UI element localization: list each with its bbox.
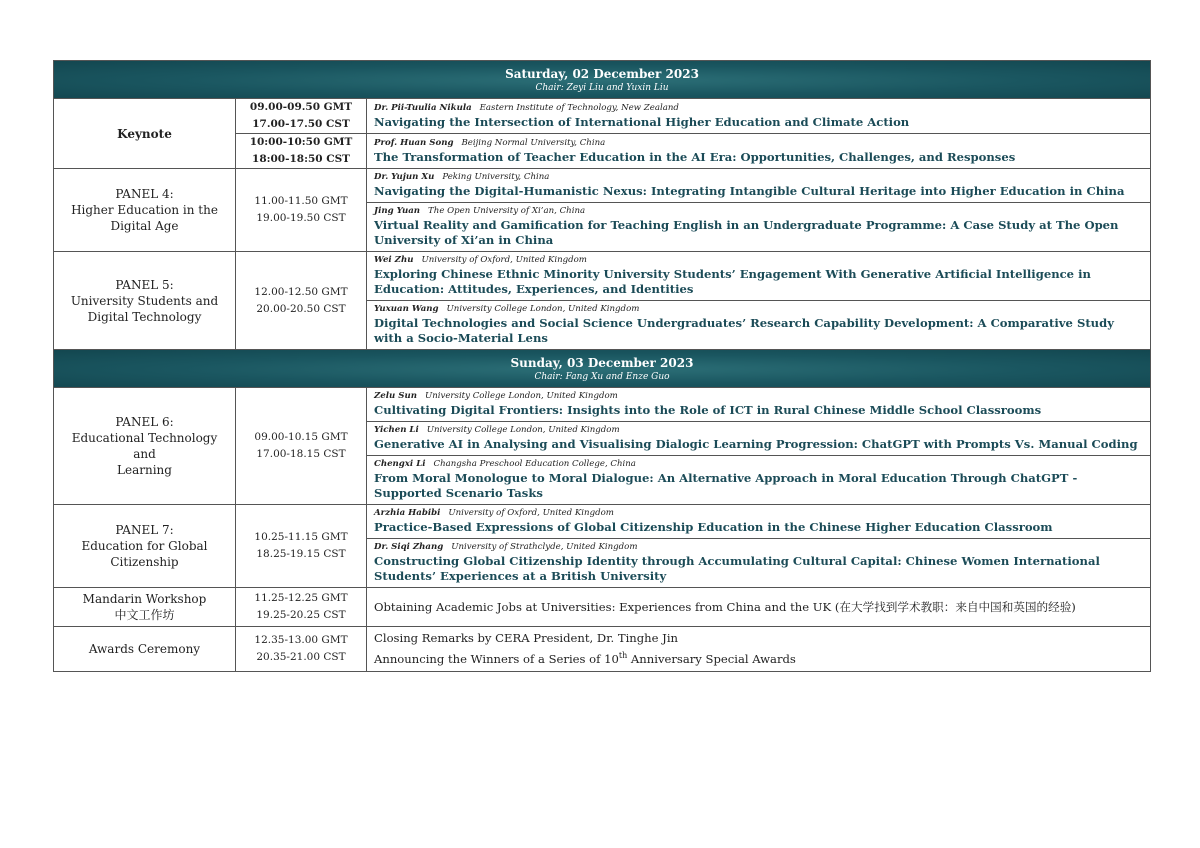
table-row — [54, 388, 1151, 422]
session-name: 中文工作坊 — [114, 608, 175, 622]
speaker-name: Chengxi Li — [374, 459, 426, 469]
table-row — [54, 169, 1151, 203]
talk-cell — [367, 134, 1151, 169]
time-gmt: 10.25-11.15 GMT — [254, 531, 348, 543]
time-gmt: 09.00-09.50 GMT — [249, 101, 353, 113]
talk-cell — [367, 301, 1151, 350]
session-name: Digital Technology — [87, 309, 202, 324]
session-name: University Students and — [70, 293, 219, 308]
table-row — [54, 99, 1151, 134]
talk-cell — [367, 505, 1151, 539]
time-cell — [236, 169, 367, 252]
speaker-name: Arzhia Habibi — [374, 508, 441, 518]
session-name: PANEL 6: — [115, 415, 174, 429]
time-cst: 18:00-18:50 CST — [252, 153, 350, 165]
speaker-name: Prof. Huan Song — [374, 137, 454, 148]
time-cst: 17.00-17.50 CST — [252, 118, 350, 130]
time-gmt: 09.00-10.15 GMT — [254, 431, 348, 443]
speaker-affiliation: Beijing Normal University, China — [461, 137, 606, 148]
time-cst: 20.00-20.50 CST — [256, 302, 346, 315]
speaker-affiliation: University College London, United Kingdom — [426, 425, 620, 435]
talk-cell — [367, 388, 1151, 422]
day-title: Sunday, 03 December 2023 — [510, 356, 694, 370]
speaker-affiliation: University of Oxford, United Kingdom — [448, 508, 614, 518]
talk-title: Cultivating Digital Frontiers: Insights into the Role of ICT in Rural Chinese Middle School Classrooms — [374, 403, 1042, 417]
speaker-line — [374, 254, 1142, 267]
speaker-line — [374, 507, 1142, 520]
table-row — [54, 252, 1151, 301]
session-name: PANEL 7: — [115, 523, 174, 537]
time-gmt: 12.00-12.50 GMT — [254, 285, 348, 298]
session-name: PANEL 5: — [115, 277, 174, 292]
talk-cell — [367, 588, 1151, 627]
session-name: Higher Education in the — [71, 203, 218, 217]
session-name: PANEL 4: — [115, 187, 174, 201]
table-row — [54, 627, 1151, 672]
speaker-name: Dr. Pii-Tuulia Nikula — [374, 102, 472, 113]
speaker-line — [374, 390, 1142, 403]
time-cst: 17.00-18.15 CST — [256, 448, 346, 460]
speaker-name: Yuxuan Wang — [374, 304, 439, 314]
time-gmt: 11.25-12.25 GMT — [254, 592, 348, 604]
speaker-name: Yichen Li — [374, 425, 419, 435]
day-header-saturday — [54, 61, 1151, 99]
session-panel-7 — [54, 505, 236, 588]
speaker-affiliation: Eastern Institute of Technology, New Zealand — [479, 102, 679, 113]
time-cell — [236, 252, 367, 350]
speaker-name: Dr. Siqi Zhang — [374, 542, 444, 552]
closing-remarks: Closing Remarks by CERA President, Dr. Tinghe Jin — [374, 631, 679, 645]
time-cell — [236, 505, 367, 588]
talk-cell — [367, 169, 1151, 203]
time-cst: 18.25-19.15 CST — [256, 548, 346, 560]
talk-cell — [367, 539, 1151, 588]
talk-cell — [367, 99, 1151, 134]
session-name: Digital Age — [110, 219, 179, 233]
time-gmt: 11.00-11.50 GMT — [254, 195, 348, 207]
session-name: Education for Global — [81, 539, 208, 553]
speaker-name: Dr. Yujun Xu — [374, 172, 435, 182]
talk-title: Generative AI in Analysing and Visualising Dialogic Learning Progression: ChatGPT with Prompts Vs. Manual Coding — [374, 437, 1138, 451]
speaker-line — [374, 303, 1142, 316]
table-row — [54, 505, 1151, 539]
talk-cell — [367, 203, 1151, 252]
workshop-title: Obtaining Academic Jobs at Universities: Experiences from China and the UK (在大学找到学术教职：来自中国和英国的经验) — [374, 599, 1076, 614]
speaker-line — [374, 171, 1142, 184]
day-header-sunday — [54, 350, 1151, 388]
session-name: Citizenship — [110, 555, 179, 569]
session-name: Learning — [117, 463, 172, 477]
talk-cell — [367, 252, 1151, 301]
talk-cell — [367, 456, 1151, 505]
talk-title: Navigating the Digital-Humanistic Nexus: Integrating Intangible Cultural Heritage into Higher Education in China — [374, 184, 1125, 198]
speaker-affiliation: The Open University of Xi’an, China — [428, 206, 586, 216]
time-cell — [236, 627, 367, 672]
session-name: Keynote — [117, 126, 172, 141]
talk-title: Virtual Reality and Gamification for Teaching English in an Undergraduate Programme: A Case Study at The Open University of Xi’an in China — [374, 218, 1119, 247]
speaker-line — [374, 424, 1142, 437]
time-cst: 20.35-21.00 CST — [256, 650, 346, 663]
talk-title: Exploring Chinese Ethnic Minority University Students’ Engagement With Generative Artificial Intelligence in Education: Attitudes, Experiences, and Identities — [374, 267, 1091, 296]
speaker-affiliation: University of Strathclyde, United Kingdom — [451, 542, 638, 552]
day-chair: Chair: Zeyi Liu and Yuxin Liu — [535, 83, 669, 93]
speaker-line — [374, 102, 1142, 115]
talk-cell — [367, 422, 1151, 456]
session-mandarin-workshop — [54, 588, 236, 627]
talk-title: Digital Technologies and Social Science Undergraduates’ Research Capability Development: A Comparative Study with a Socio-Material Lens — [374, 316, 1114, 345]
speaker-line — [374, 137, 1142, 150]
speaker-line — [374, 205, 1142, 218]
session-panel-5 — [54, 252, 236, 350]
time-gmt: 12.35-13.00 GMT — [254, 633, 348, 646]
talk-title: Navigating the Intersection of International Higher Education and Climate Action — [374, 114, 910, 129]
session-name: Mandarin Workshop — [82, 592, 207, 606]
talk-title: From Moral Monologue to Moral Dialogue: An Alternative Approach in Moral Education Through ChatGPT -Supported Scenario Tasks — [374, 471, 1078, 500]
speaker-name: Zelu Sun — [374, 391, 417, 401]
session-name: Educational Technology and — [71, 431, 218, 461]
programme-schedule — [53, 60, 1150, 672]
speaker-affiliation: University College London, United Kingdom — [446, 304, 640, 314]
speaker-affiliation: University of Oxford, United Kingdom — [421, 255, 587, 265]
speaker-line — [374, 541, 1142, 554]
talk-title: Constructing Global Citizenship Identity through Accumulating Cultural Capital: Chinese Women International Students’ Experiences at a British University — [374, 554, 1100, 583]
speaker-affiliation: University College London, United Kingdom — [424, 391, 618, 401]
time-cell — [236, 388, 367, 505]
time-cell — [236, 588, 367, 627]
talk-title: Practice-Based Expressions of Global Citizenship Education in the Chinese Higher Education Classroom — [374, 520, 1053, 534]
day-title: Saturday, 02 December 2023 — [505, 67, 699, 81]
time-cst: 19.00-19.50 CST — [256, 212, 346, 224]
speaker-affiliation: Peking University, China — [442, 172, 550, 182]
session-name: Awards Ceremony — [88, 641, 201, 656]
time-cell — [236, 99, 367, 134]
talk-cell — [367, 627, 1151, 672]
schedule-table — [53, 60, 1151, 672]
speaker-line — [374, 458, 1142, 471]
speaker-affiliation: Changsha Preschool Education College, China — [433, 459, 636, 469]
time-gmt: 10:00-10:50 GMT — [249, 136, 353, 148]
speaker-name: Jing Yuan — [374, 206, 421, 216]
session-awards-ceremony — [54, 627, 236, 672]
awards-announcement: Announcing the Winners of a Series of 10th Anniversary Special Awards — [374, 651, 796, 666]
time-cst: 19.25-20.25 CST — [256, 609, 346, 621]
session-panel-6 — [54, 388, 236, 505]
session-keynote — [54, 99, 236, 169]
time-cell — [236, 134, 367, 169]
session-panel-4 — [54, 169, 236, 252]
table-row — [54, 588, 1151, 627]
speaker-name: Wei Zhu — [374, 255, 414, 265]
talk-title: The Transformation of Teacher Education in the AI Era: Opportunities, Challenges, and Responses — [374, 149, 1016, 164]
day-chair: Chair: Fang Xu and Enze Guo — [534, 372, 670, 382]
